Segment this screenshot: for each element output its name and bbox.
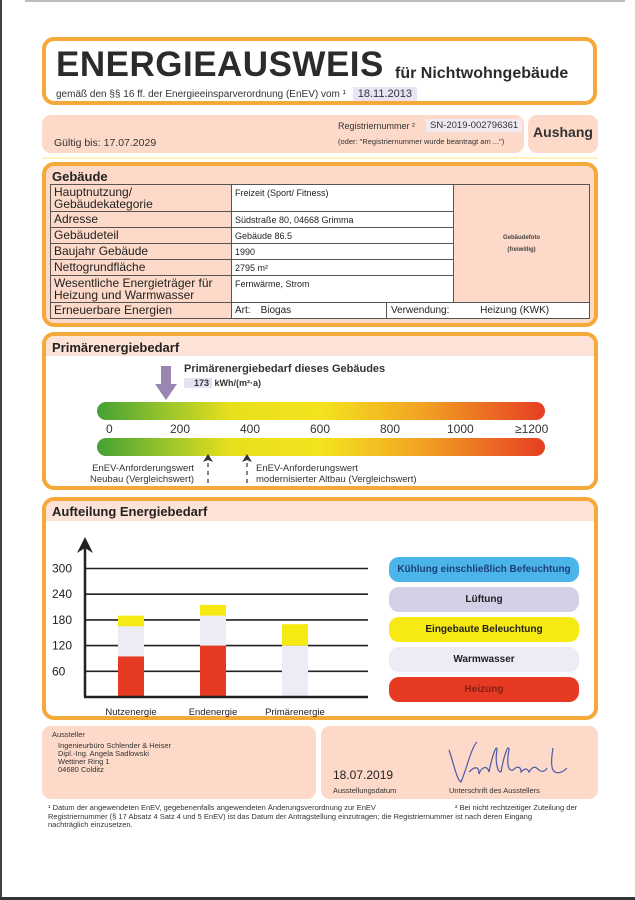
legend-item: Lüftung xyxy=(389,587,579,612)
section-title: Primärenergiebedarf xyxy=(52,340,180,355)
photo-label: Gebäudefoto xyxy=(503,234,540,241)
row-label: Gebäudeteil xyxy=(51,228,232,244)
primary-energy-value: 173 xyxy=(184,378,212,388)
renewable-use-label: Verwendung: xyxy=(391,304,450,316)
reference-new-line1: EnEV-Anforderungswert xyxy=(92,463,195,474)
footnote-1: ¹ Datum der angewendeten EnEV, gegebenenfalls angewendeten Änderungsverordnung zur EnEV xyxy=(48,803,376,812)
bar-segment xyxy=(200,646,226,697)
signature-label: Unterschrift des Ausstellers xyxy=(449,786,540,795)
y-tick-label: 120 xyxy=(52,638,73,653)
scale-tick: 0 xyxy=(106,422,113,436)
scale-tick: ≥1200 xyxy=(515,422,549,436)
divider xyxy=(42,157,598,159)
reference-old-line2: modernisierter Altbau (Vergleichswert) xyxy=(256,474,417,485)
row-value: Südstraße 80, 04668 Grimma xyxy=(232,212,454,228)
section-title: Gebäude xyxy=(52,169,108,184)
footnote-2a: ² Bei nicht rechtzeitiger Zuteilung der xyxy=(455,803,578,812)
value-marker-arrow-icon xyxy=(155,366,177,400)
y-tick-label: 240 xyxy=(52,587,73,602)
building-photo-placeholder xyxy=(454,185,590,303)
primary-energy-heading: Primärenergiebedarf dieses Gebäudes xyxy=(184,363,386,375)
bar-segment xyxy=(200,605,226,616)
page-edge xyxy=(25,0,625,2)
primary-energy-section xyxy=(42,332,598,490)
row-value: Freizeit (Sport/ Fitness) xyxy=(232,185,454,212)
issuer-address xyxy=(58,742,171,774)
aushang-label: Aushang xyxy=(528,115,598,153)
issue-date-label: Ausstellungsdatum xyxy=(333,786,397,795)
row-label: Wesentliche Energieträger für Heizung und Warmwasser xyxy=(51,276,232,303)
legend-item: Heizung xyxy=(389,677,579,702)
row-value: 2795 m² xyxy=(232,260,454,276)
bar-segment xyxy=(118,626,144,656)
issuer-line: Ingenieurbüro Schlender & Heiser xyxy=(58,741,171,750)
reference-arrow-new-icon xyxy=(203,454,213,486)
row-value: Fernwärme, Strom xyxy=(232,276,454,303)
signature-box xyxy=(321,726,598,799)
signature-icon xyxy=(441,738,571,786)
energy-scale-labels xyxy=(97,422,557,436)
energy-split-chart xyxy=(46,501,376,719)
row-value: Gebäude 86.5 xyxy=(232,228,454,244)
primary-energy-unit: kWh/(m²·a) xyxy=(214,378,262,388)
renewable-art-value: Biogas xyxy=(260,304,292,316)
reference-old-label xyxy=(256,463,417,485)
issuer-line: Dipl.-Ing. Angela Sadlowski xyxy=(58,749,149,758)
bar-segment xyxy=(200,616,226,646)
row-label: Adresse xyxy=(51,212,232,228)
scale-tick: 600 xyxy=(310,422,331,436)
scale-tick: 800 xyxy=(380,422,401,436)
reference-old-line1: EnEV-Anforderungswert xyxy=(256,463,358,474)
scale-tick: 1000 xyxy=(447,422,474,436)
x-category-label: Primärenergie xyxy=(265,707,325,718)
header-box xyxy=(42,37,597,105)
x-category-label: Nutzenergie xyxy=(105,707,157,718)
y-tick-label: 180 xyxy=(52,612,73,627)
row-label: Hauptnutzung/ Gebäudekategorie xyxy=(51,185,232,212)
valid-until: Gültig bis: 17.07.2029 xyxy=(54,137,157,149)
issuer-label: Aussteller xyxy=(52,730,85,739)
footnote-2c: nachträglich einzusetzen. xyxy=(48,820,133,829)
registration-number-label: Registriernummer ² xyxy=(338,121,416,131)
building-section xyxy=(42,162,598,327)
row-label: Baujahr Gebäude xyxy=(51,244,232,260)
primary-energy-value-line xyxy=(184,378,261,388)
footnotes xyxy=(48,804,593,830)
y-tick-label: 300 xyxy=(52,561,73,576)
issue-date: 18.07.2019 xyxy=(333,768,394,782)
y-tick-label: 60 xyxy=(52,664,66,679)
energy-split-section xyxy=(42,497,598,720)
bar-segment xyxy=(118,656,144,697)
renewable-use-value: Heizung (KWK) xyxy=(480,304,550,316)
regulation-text: gemäß den §§ 16 ff. der Energieeinsparverordnung (EnEV) vom ¹ xyxy=(56,89,346,100)
registration-number-value: SN-2019-002796361 xyxy=(426,119,522,132)
bar-segment xyxy=(282,624,308,645)
bar-segment xyxy=(118,616,144,627)
bar-segment xyxy=(282,646,308,697)
registration-note: (oder: "Registriernummer wurde beantragt am ...") xyxy=(338,137,505,146)
row-value: 1990 xyxy=(232,244,454,260)
reference-new-line2: Neubau (Vergleichswert) xyxy=(90,474,195,485)
building-table xyxy=(50,184,590,319)
energy-scale-bar-top xyxy=(97,402,545,420)
page-edge xyxy=(0,0,2,900)
footnote-2b: Registriernummer (§ 17 Absatz 4 Satz 4 und 5 EnEV) ist das Datum der Antragstellung einzutragen; die Registriernummer ist nach deren Eingang xyxy=(48,811,533,821)
legend-item: Eingebaute Beleuchtung xyxy=(389,617,579,642)
legend-item: Kühlung einschließlich Befeuchtung xyxy=(389,557,579,582)
renewable-cell xyxy=(232,303,590,319)
photo-note: (freiwillig) xyxy=(507,246,536,253)
legend-item: Warmwasser xyxy=(389,647,579,672)
row-label: Erneuerbare Energien xyxy=(51,303,232,319)
row-label: Nettogrundfläche xyxy=(51,260,232,276)
scale-tick: 400 xyxy=(240,422,261,436)
regulation-line xyxy=(56,87,417,101)
issuer-line: Wettiner Ring 1 xyxy=(58,757,110,766)
registration-strip xyxy=(42,115,524,153)
issuer-box xyxy=(42,726,316,799)
x-category-label: Endenergie xyxy=(188,707,238,718)
table-row xyxy=(51,185,590,212)
energy-scale-bar-bottom xyxy=(97,438,545,456)
regulation-date: 18.11.2013 xyxy=(353,87,417,101)
table-row-renewable xyxy=(51,303,590,319)
page-title: ENERGIEAUSWEIS xyxy=(56,45,384,84)
section-title: Aufteilung Energiebedarf xyxy=(52,504,208,519)
renewable-art-label: Art: xyxy=(235,304,251,316)
reference-arrow-old-icon xyxy=(242,454,252,486)
reference-new-label xyxy=(90,463,194,485)
page-subtitle: für Nichtwohngebäude xyxy=(395,65,569,82)
scale-tick: 200 xyxy=(170,422,191,436)
issuer-line: 04680 Colditz xyxy=(58,765,104,774)
